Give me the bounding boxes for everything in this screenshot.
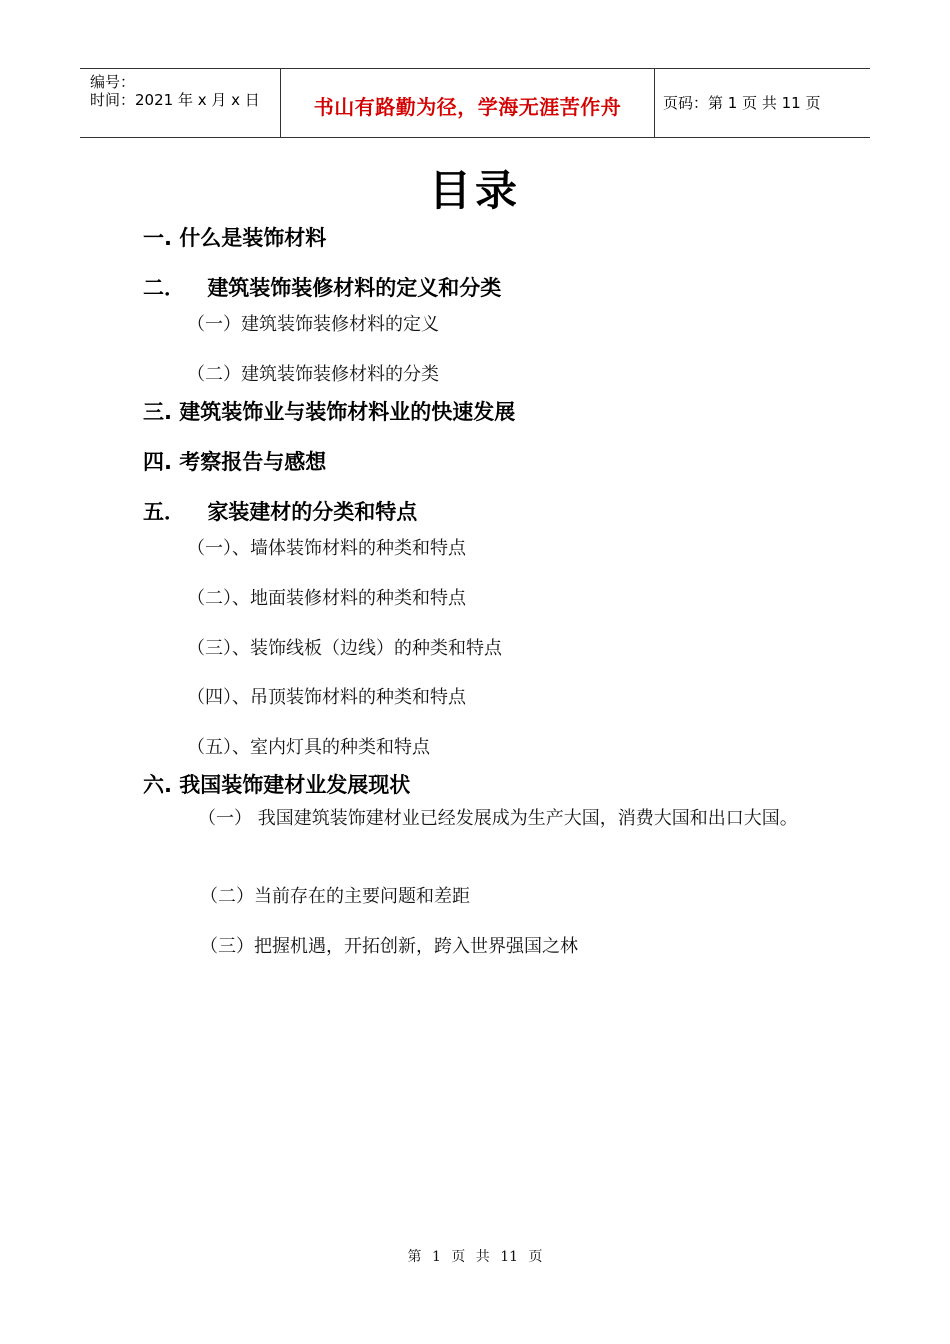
date-label: 时间：2021 年 x 月 x 日 xyxy=(90,91,260,109)
section-title: 我国装饰建材业发展现状 xyxy=(179,773,411,797)
toc-section-5 xyxy=(143,496,417,526)
section-number: 一. xyxy=(143,226,172,250)
toc-subsection: （三）把握机遇，开拓创新，跨入世界强国之林 xyxy=(200,936,578,957)
toc-subsection: （一）、墙体装饰材料的种类和特点 xyxy=(187,538,466,559)
motto-text: 书山有路勤为径，学海无涯苦作舟 xyxy=(313,95,622,119)
toc-subsection: （二）建筑装饰装修材料的分类 xyxy=(187,364,439,385)
header-table xyxy=(80,68,870,138)
page-info: 页码：第 1 页 共 11 页 xyxy=(663,94,821,112)
section-title: 建筑装饰业与装饰材料业的快速发展 xyxy=(179,400,516,424)
section-number: 四. xyxy=(143,450,172,474)
toc-section-1 xyxy=(143,222,326,252)
toc-subsection: （一）建筑装饰装修材料的定义 xyxy=(187,314,439,335)
header-motto-cell xyxy=(280,69,655,137)
paragraph-text: （一） 我国建筑装饰建材业已经发展成为生产大国，消费大国和出口大国。 xyxy=(198,808,798,829)
toc-section-2 xyxy=(143,272,501,302)
section-number: 五． xyxy=(143,500,185,524)
section-title: 家装建材的分类和特点 xyxy=(207,500,418,524)
toc-subsection: （二）、地面装修材料的种类和特点 xyxy=(187,588,466,609)
section-number: 三. xyxy=(143,400,172,424)
header-page-cell xyxy=(655,69,870,137)
header-info-cell xyxy=(80,69,280,137)
toc-subsection: （四）、吊顶装饰材料的种类和特点 xyxy=(187,687,466,708)
serial-label: 编号： xyxy=(90,73,136,91)
toc-subsection: （二）当前存在的主要问题和差距 xyxy=(200,886,470,907)
toc-section-3 xyxy=(143,396,515,426)
section-number: 六. xyxy=(143,773,172,797)
section-title: 建筑装饰装修材料的定义和分类 xyxy=(207,276,502,300)
page-title: 目录 xyxy=(428,166,521,215)
toc-subsection-paragraph xyxy=(172,806,812,832)
toc-section-4 xyxy=(143,446,326,476)
section-title: 什么是装饰材料 xyxy=(179,226,327,250)
toc-subsection: （五）、室内灯具的种类和特点 xyxy=(187,737,430,758)
section-number: 二． xyxy=(143,276,185,300)
page-footer: 第 1 页 共 11 页 xyxy=(407,1249,543,1265)
toc-subsection: （三）、装饰线板（边线）的种类和特点 xyxy=(187,638,502,659)
section-title: 考察报告与感想 xyxy=(179,450,327,474)
toc-section-6 xyxy=(143,769,410,799)
